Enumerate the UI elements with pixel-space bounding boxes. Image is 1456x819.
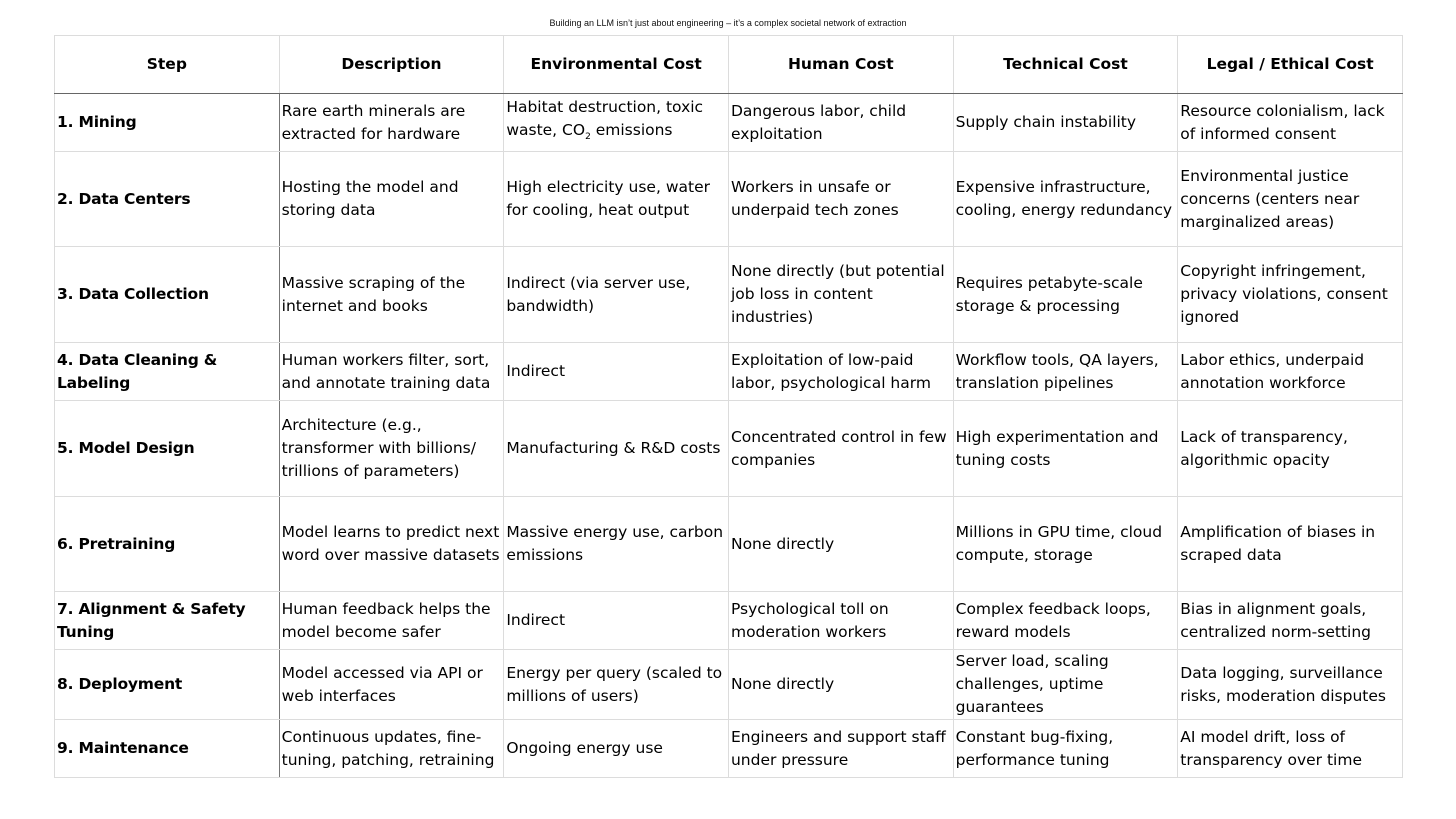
description-cell: Human feedback helps the model become safer (279, 592, 504, 650)
table-row (55, 94, 1403, 152)
legal-ethical-cost-cell: Bias in alignment goals, centralized norm-setting (1178, 592, 1403, 650)
description-cell: Model accessed via API or web interfaces (279, 650, 504, 720)
environmental-cost-cell (504, 94, 729, 152)
step-cell: 2. Data Centers (55, 152, 280, 247)
header-row (55, 36, 1403, 94)
technical-cost-cell: High experimentation and tuning costs (953, 401, 1178, 497)
table-row (55, 152, 1403, 247)
environmental-cost-cell: Energy per query (scaled to millions of users) (504, 650, 729, 720)
environmental-cost-cell: Ongoing energy use (504, 720, 729, 778)
human-cost-cell: Engineers and support staff under pressure (728, 720, 953, 778)
technical-cost-cell: Server load, scaling challenges, uptime guarantees (953, 650, 1178, 720)
header-legal-ethical-cost: Legal / Ethical Cost (1178, 36, 1403, 94)
technical-cost-cell: Requires petabyte-scale storage & processing (953, 247, 1178, 343)
table-row (55, 592, 1403, 650)
environmental-text: Habitat destruction, toxic waste, CO (506, 98, 704, 139)
technical-cost-cell: Workflow tools, QA layers, translation pipelines (953, 343, 1178, 401)
environmental-cost-cell: Indirect (504, 343, 729, 401)
table-row (55, 401, 1403, 497)
table-row (55, 247, 1403, 343)
header-human-cost: Human Cost (728, 36, 953, 94)
legal-ethical-cost-cell: Environmental justice concerns (centers near marginalized areas) (1178, 152, 1403, 247)
step-cell: 1. Mining (55, 94, 280, 152)
description-cell: Hosting the model and storing data (279, 152, 504, 247)
step-cell: 7. Alignment & Safety Tuning (55, 592, 280, 650)
legal-ethical-cost-cell: Lack of transparency, algorithmic opacity (1178, 401, 1403, 497)
technical-cost-cell: Complex feedback loops, reward models (953, 592, 1178, 650)
table-caption: Building an LLM isn’t just about engineering – it’s a complex societal network of extraction (549, 18, 907, 28)
step-cell: 3. Data Collection (55, 247, 280, 343)
step-cell: 5. Model Design (55, 401, 280, 497)
human-cost-cell: Exploitation of low-paid labor, psychological harm (728, 343, 953, 401)
step-cell: 8. Deployment (55, 650, 280, 720)
table-row (55, 343, 1403, 401)
header-environmental-cost: Environmental Cost (504, 36, 729, 94)
table-row (55, 650, 1403, 720)
technical-cost-cell: Constant bug-fixing, performance tuning (953, 720, 1178, 778)
table-row (55, 720, 1403, 778)
description-cell: Rare earth minerals are extracted for hardware (279, 94, 504, 152)
environmental-text-end: emissions (590, 121, 673, 139)
environmental-cost-cell: Indirect (504, 592, 729, 650)
description-cell: Architecture (e.g., transformer with billions/ trillions of parameters) (279, 401, 504, 497)
technical-cost-cell: Expensive infrastructure, cooling, energy redundancy (953, 152, 1178, 247)
header-description: Description (279, 36, 504, 94)
description-cell: Massive scraping of the internet and books (279, 247, 504, 343)
human-cost-cell: Concentrated control in few companies (728, 401, 953, 497)
environmental-cost-cell: Indirect (via server use, bandwidth) (504, 247, 729, 343)
human-cost-cell: None directly (but potential job loss in content industries) (728, 247, 953, 343)
environmental-cost-cell: High electricity use, water for cooling, heat output (504, 152, 729, 247)
description-cell: Model learns to predict next word over massive datasets (279, 497, 504, 592)
header-technical-cost: Technical Cost (953, 36, 1178, 94)
human-cost-cell: Workers in unsafe or underpaid tech zones (728, 152, 953, 247)
legal-ethical-cost-cell: Data logging, surveillance risks, moderation disputes (1178, 650, 1403, 720)
step-cell: 9. Maintenance (55, 720, 280, 778)
technical-cost-cell: Supply chain instability (953, 94, 1178, 152)
header-step: Step (55, 36, 280, 94)
environmental-cost-cell: Massive energy use, carbon emissions (504, 497, 729, 592)
human-cost-cell: Psychological toll on moderation workers (728, 592, 953, 650)
legal-ethical-cost-cell: Amplification of biases in scraped data (1178, 497, 1403, 592)
table-row (55, 497, 1403, 592)
human-cost-cell: None directly (728, 650, 953, 720)
description-cell: Human workers filter, sort, and annotate training data (279, 343, 504, 401)
description-cell: Continuous updates, fine-tuning, patching, retraining (279, 720, 504, 778)
legal-ethical-cost-cell: AI model drift, loss of transparency over time (1178, 720, 1403, 778)
legal-ethical-cost-cell: Copyright infringement, privacy violations, consent ignored (1178, 247, 1403, 343)
step-cell: 6. Pretraining (55, 497, 280, 592)
environmental-cost-cell: Manufacturing & R&D costs (504, 401, 729, 497)
subscript-two: 2 (585, 132, 591, 142)
cost-table (54, 35, 1403, 778)
technical-cost-cell: Millions in GPU time, cloud compute, storage (953, 497, 1178, 592)
human-cost-cell: Dangerous labor, child exploitation (728, 94, 953, 152)
legal-ethical-cost-cell: Labor ethics, underpaid annotation workforce (1178, 343, 1403, 401)
step-cell: 4. Data Cleaning & Labeling (55, 343, 280, 401)
human-cost-cell: None directly (728, 497, 953, 592)
legal-ethical-cost-cell: Resource colonialism, lack of informed consent (1178, 94, 1403, 152)
